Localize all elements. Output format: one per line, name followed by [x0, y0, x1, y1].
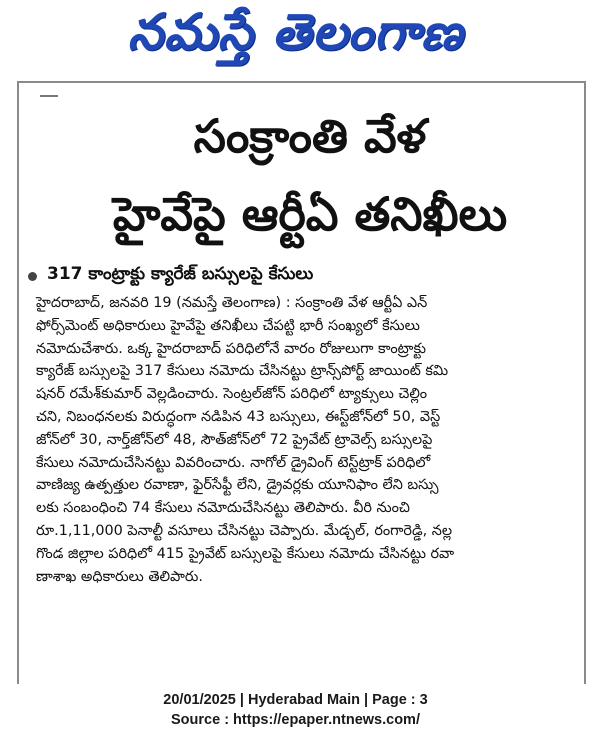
body-text-line: నమోదుచేశారు. ఒక్క హైదరాబాద్ పరిధిలోనే వారం రోజులుగా కాంట్రాక్టు	[36, 340, 426, 357]
article-body	[36, 292, 558, 588]
body-text-line: ఫోర్స్‌మెంట్ అధికారులు హైవేపై తనిఖీలు చేపట్టి భారీ సంఖ్యలో కేసులు	[36, 317, 420, 334]
body-text-line: గొండ జిల్లాల పరిధిలో 415 ప్రైవేట్ బస్సులపై కేసులు నమోదు చేసినట్టు రవా	[36, 545, 455, 562]
body-text-line: లకు సంబంధించి 74 కేసులు నమోదుచేసినట్టు తెలిపారు. వీరి నుంచి	[36, 500, 410, 517]
body-text-line: కేసులు నమోదుచేసినట్టు వివరించారు. నాగోల్ డ్రైవింగ్ టెస్ట్‌ట్రాక్ పరిధిలో	[36, 454, 431, 471]
body-text-line: షనర్ రమేశ్‌కుమార్ వెల్లడించారు. సెంట్రల్‌జోన్ పరిధిలో ట్యాక్సులు చెల్లిం	[36, 386, 428, 403]
bullet-icon	[28, 272, 37, 281]
clipping-footer	[0, 690, 591, 730]
body-text-line: వాణిజ్య ఉత్పత్తుల రవాణా, ఫైర్‌సేఫ్టీ లేని, డ్రైవర్లకు యూనిఫాం లేని బస్సు	[36, 477, 439, 494]
source-info: Source : https://epaper.ntnews.com/	[171, 712, 420, 728]
masthead-title: నమస్తే తెలంగాణ	[127, 2, 464, 61]
body-text-line: రూ.1,11,000 పెనాల్టీ వసూలు చేసినట్టు చెప్పారు. మేడ్చల్, రంగారెడ్డి, నల్ల	[36, 522, 453, 539]
subheadline-text: 317 కాంట్రాక్టు క్యారేజ్ బస్సులపై కేసులు	[47, 264, 314, 284]
body-text-line: క్యారేజ్ బస్సులపై 317 కేసులు నమోదు చేసినట్టు ట్రాన్స్‌పోర్ట్ జాయింట్ కమి	[36, 363, 449, 380]
body-text-line: ణాశాఖ అధికారులు తెలిపారు.	[36, 568, 203, 585]
subheadline	[28, 264, 313, 288]
newspaper-masthead	[0, 0, 591, 76]
body-text-line: చని, నిబంధనలకు విరుద్ధంగా నడిపిన 43 బస్సులు, ఈస్ట్‌జోన్‌లో 50, వెస్ట్	[36, 408, 441, 425]
clipping-corner-mark	[40, 95, 58, 97]
body-text-line: హైదరాబాద్, జనవరి 19 (నమస్తే తెలంగాణ) : సంక్రాంతి వేళ ఆర్టీఏ ఎన్	[36, 295, 428, 311]
headline-line-1: సంక్రాంతి వేళ	[193, 109, 427, 163]
headline-line-2: హైవేపై ఆర్టీఏ తనిఖీలు	[112, 187, 508, 241]
edition-info: 20/01/2025 | Hyderabad Main | Page : 3	[163, 692, 428, 708]
body-text-line: జోన్‌లో 30, నార్త్‌జోన్‌లో 48, సౌత్‌జోన్‌లో 72 ప్రైవేట్ ట్రావెల్స్ బస్సులపై	[36, 431, 433, 448]
